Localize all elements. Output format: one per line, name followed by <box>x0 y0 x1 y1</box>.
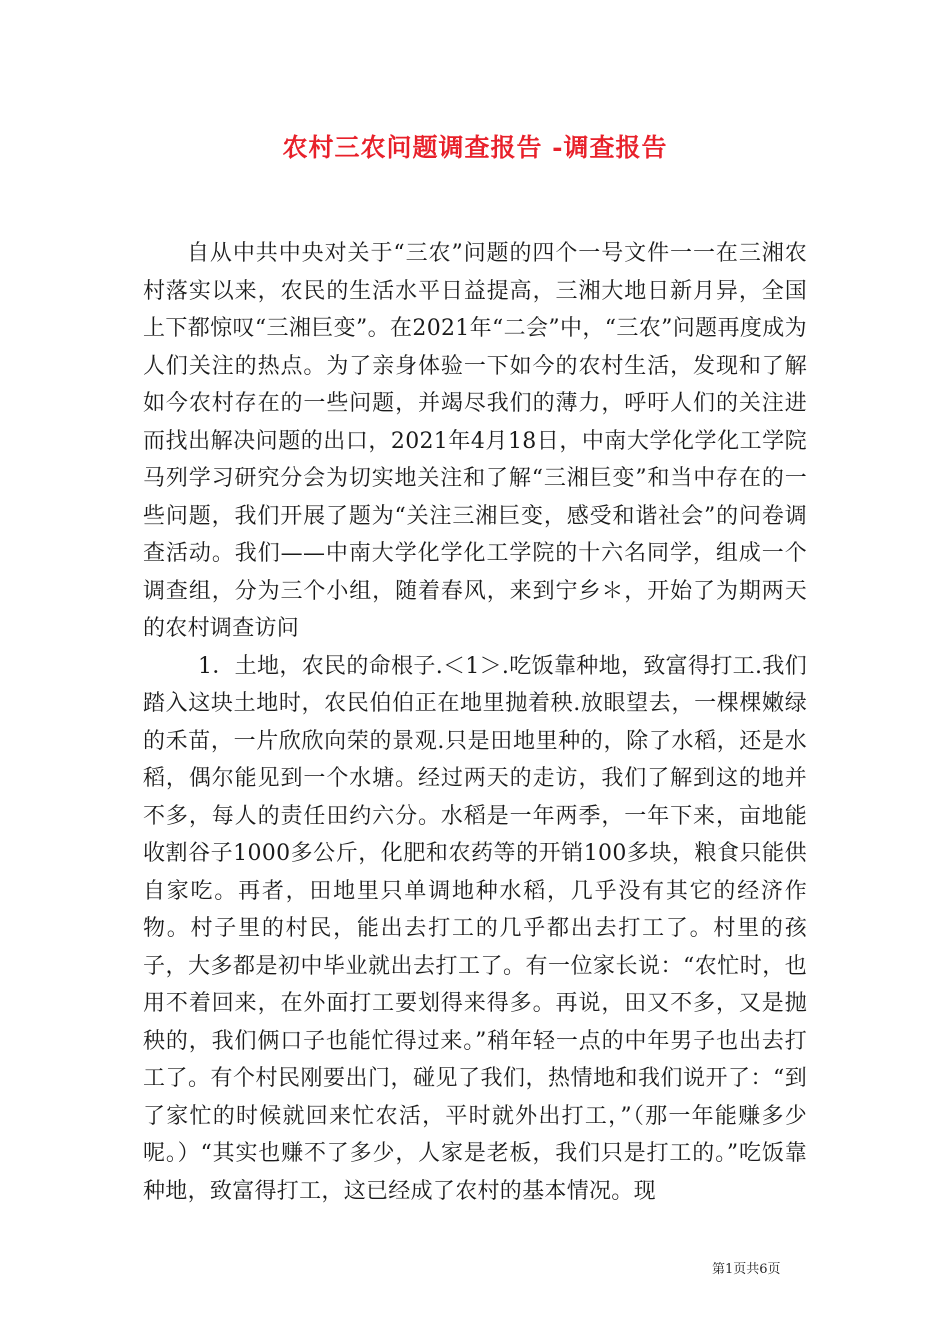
document-body <box>143 235 807 1210</box>
document-title: 农村三农问题调查报告 -调查报告 <box>282 133 668 162</box>
paragraph-intro: 自从中共中央对关于“三农”问题的四个一号文件一一在三湘农村落实以来，农民的生活水平日益提高，三湘大地日新月异，全国上下都惊叹“三湘巨变”。在2021年“二会”中，“三农”问题再度成为人们关注的热点。为了亲身体验一下如今的农村生活，发现和了解如今农村存在的一些问题，并竭尽我们的薄力，呼吁人们的关注进而找出解决问题的出口，2021年4月18日，中南大学化学化工学院马列学习研究分会为切实地关注和了解“三湘巨变”和当中存在的一些问题，我们开展了题为“关注三湘巨变，感受和谐社会”的问卷调查活动。我们——中南大学化学化工学院的十六名同学，组成一个调查组，分为三个小组，随着春风，来到宁乡＊，开始了为期两天的农村调查访问 <box>143 241 807 641</box>
paragraph-section-1: 1．土地，农民的命根子.＜1＞.吃饭靠种地，致富得打工.我们踏入这块土地时，农民伯伯正在地里抛着秧.放眼望去，一棵棵嫩绿的禾苗，一片欣欣向荣的景观.只是田地里种的，除了水稻，还是水稻，偶尔能见到一个水塘。经过两天的走访，我们了解到这的地并不多，每人的责任田约六分。水稻是一年两季，一年下来，亩地能收割谷子1000多公斤，化肥和农药等的开销100多块，粮食只能供自家吃。再者，田地里只单调地种水稻，几乎没有其它的经济作物。村子里的村民，能出去打工的几乎都出去打工了。村里的孩子，大多都是初中毕业就出去打工了。有一位家长说：“农忙时，也用不着回来，在外面打工要划得来得多。再说，田又不多，又是抛秧的，我们俩口子也能忙得过来。”稍年轻一点的中年男子也出去打工了。有个村民刚要出门，碰见了我们，热情地和我们说开了：“到了家忙的时候就回来忙农活，平时就外出打工，”（那一年能赚多少呢。）“其实也赚不了多少，人家是老板，我们只是打工的。”吃饭靠种地，致富得打工，这已经成了农村的基本情况。现 <box>143 653 807 1204</box>
page-number-footer: 第1页共6页 <box>712 1262 781 1277</box>
